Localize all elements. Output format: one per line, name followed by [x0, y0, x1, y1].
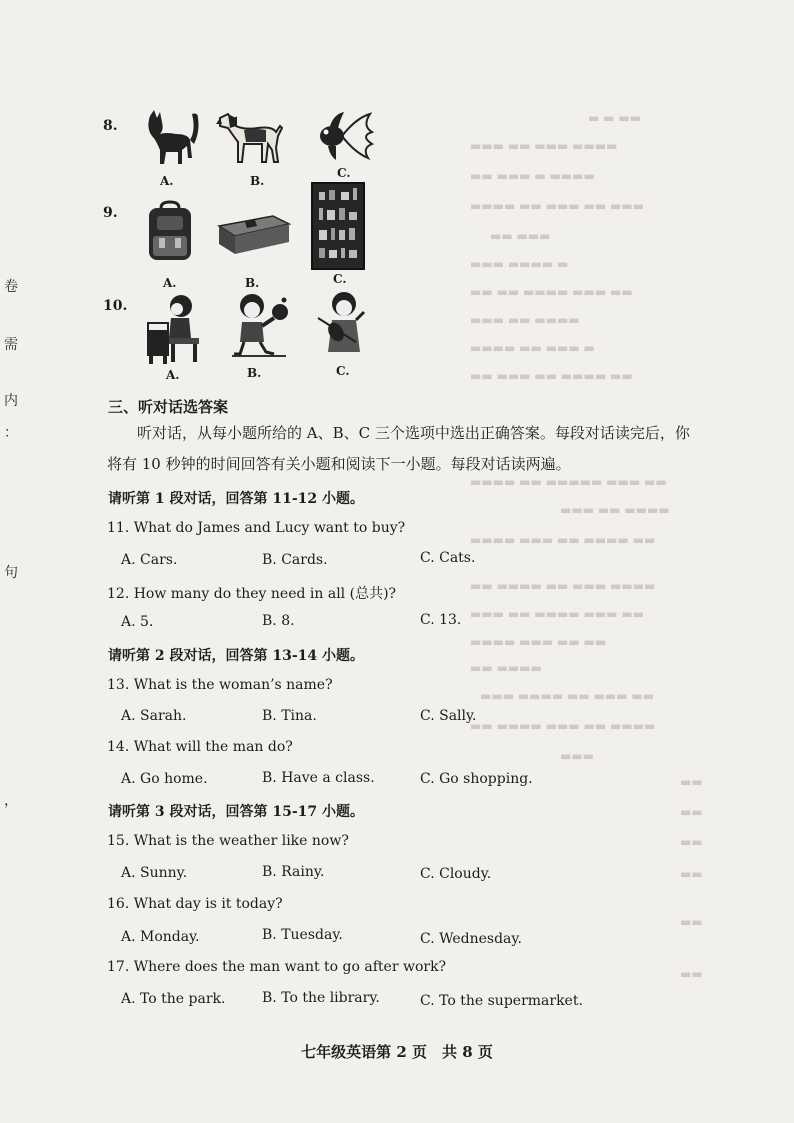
option-label: A.: [166, 368, 180, 382]
question-text: 17. Where does the man want to go after work?: [107, 959, 447, 975]
option-label: B.: [250, 174, 265, 188]
option-label: C.: [337, 166, 351, 180]
question-text: 13. What is the woman’s name?: [107, 677, 333, 693]
question-text: 11. What do James and Lucy want to buy?: [107, 520, 406, 536]
answer-option: A. Cars.: [121, 552, 178, 568]
answer-option: C. Go shopping.: [420, 771, 533, 787]
margin-char: 需: [4, 337, 18, 353]
margin-char: 卷: [4, 279, 18, 295]
question-number: 8.: [103, 118, 118, 134]
answer-option: B. Tina.: [262, 708, 317, 724]
dialogue-instruction: 请听第 3 段对话，回答第 15-17 小题。: [108, 804, 365, 820]
cat-icon: [142, 108, 202, 170]
backpack-icon: [145, 200, 195, 266]
answer-option: A. Sunny.: [121, 865, 188, 881]
question-number: 10.: [103, 298, 128, 314]
answer-option: C. Cats.: [420, 550, 476, 566]
question-text: 12. How many do they need in all (总共)?: [107, 586, 397, 602]
answer-option: A. 5.: [121, 614, 154, 630]
option-label: A.: [163, 276, 177, 290]
answer-option: C. Wednesday.: [420, 931, 522, 947]
option-label: A.: [160, 174, 174, 188]
answer-option: C. To the supermarket.: [420, 993, 583, 1009]
section-instruction: 听对话，从每小题所给的 A、B、C 三个选项中选出正确答案。每段对话读完后，你: [137, 424, 690, 442]
dialogue-instruction: 请听第 2 段对话，回答第 13-14 小题。: [108, 648, 365, 664]
boy-piano-icon: [145, 292, 203, 368]
option-label: B.: [245, 276, 260, 290]
answer-option: B. Cards.: [262, 552, 328, 568]
answer-option: A. To the park.: [121, 991, 226, 1007]
option-label: C.: [333, 272, 347, 286]
pencil-box-icon: [217, 208, 291, 260]
dog-icon: [214, 112, 284, 168]
option-label: B.: [247, 366, 262, 380]
answer-option: B. Have a class.: [262, 770, 375, 786]
goldfish-icon: [312, 110, 374, 166]
question-text: 16. What day is it today?: [107, 896, 283, 912]
answer-option: B. 8.: [262, 613, 295, 629]
answer-option: A. Go home.: [121, 771, 208, 787]
margin-char: ：: [4, 425, 18, 441]
question-number: 9.: [103, 205, 118, 221]
question-text: 14. What will the man do?: [107, 739, 293, 755]
dialogue-instruction: 请听第 1 段对话，回答第 11-12 小题。: [108, 491, 365, 507]
bookcase-icon: [311, 182, 365, 274]
margin-char: 句: [4, 565, 18, 581]
answer-option: C. Sally.: [420, 708, 477, 724]
margin-char: 内: [4, 393, 18, 409]
answer-option: A. Monday.: [121, 929, 200, 945]
option-label: C.: [336, 364, 350, 378]
boy-ping-pong-icon: [230, 292, 290, 362]
answer-option: C. Cloudy.: [420, 866, 492, 882]
boy-violin-icon: [316, 290, 370, 362]
question-text: 15. What is the weather like now?: [107, 833, 349, 849]
section-instruction: 将有 10 秒钟的时间回答有关小题和阅读下一小题。每段对话读两遍。: [107, 455, 571, 473]
page-footer: 七年级英语第 2 页 共 8 页: [301, 1043, 493, 1061]
answer-option: B. Rainy.: [262, 864, 325, 880]
answer-option: B. Tuesday.: [262, 927, 343, 943]
answer-option: A. Sarah.: [121, 708, 187, 724]
margin-char: ，: [4, 793, 18, 809]
answer-option: B. To the library.: [262, 990, 380, 1006]
exam-page: ▬ ▬ ▬▬ ▬▬▬ ▬▬ ▬▬▬ ▬▬▬▬ ▬▬ ▬▬▬ ▬ ▬▬▬▬ ▬▬▬▬ ▬▬ ▬▬▬ ▬▬ ▬▬▬ ▬▬ ▬▬▬ ▬▬▬ ▬▬▬▬ ▬ ▬▬ ▬▬ ▬▬▬▬ ▬▬▬ ▬▬ ▬▬▬ ▬▬ ▬▬▬▬ ▬▬▬▬ ▬▬ ▬▬▬ ▬ ▬▬ ▬▬▬ ▬▬ ▬▬▬▬ ▬▬ ▬▬▬▬ ▬▬ ▬▬▬▬▬ ▬▬▬ ▬▬ ▬▬▬ ▬▬ ▬▬▬▬ ▬▬▬▬ ▬▬▬ ▬▬ ▬▬▬▬ ▬▬ ▬▬ ▬▬▬▬ ▬▬ ▬▬▬ ▬▬▬▬ ▬▬▬ ▬▬ ▬▬▬▬ ▬▬▬ ▬▬ ▬▬▬▬ ▬▬▬ ▬▬ ▬▬ ▬▬ ▬▬▬▬ ▬▬▬ ▬▬▬▬ ▬▬ ▬▬▬ ▬▬ ▬▬ ▬▬▬▬ ▬▬▬ ▬▬ ▬▬▬▬ ▬▬▬ ▬▬ ▬▬ ▬▬ ▬▬ ▬▬ ▬▬ 卷 需 内 ： 句 ， 8. A. B. C. 9. A. B. C. 10. A. B. C. 三、听对话选答案 听对话，从每小题所给的 A、B、C 三个选项中选出正确答案。每段对话读完后，你 将有 10 秒钟的时间回答有关小题和阅读下一小题。每段对话读两遍。 请听第 1 段对话，回答第 11-12 小题。 11. What do James and Lucy want to buy? A. Cars. B. Cards. C. Cats. 12. How many do they need in all (总共)? A. 5. B. 8. C. 13. 请听第 2 段对话，回答第 13-14 小题。 13. What is the woman’s name? A. Sarah. B. Tina. C. Sally. 14. What will the man do? A. Go home. B. Have a class. C. Go shopping. 请听第 3 段对话，回答第 15-17 小题。 15. What is the weather like now? A. Sunny. B. Rainy. C. Cloudy. 16. What day is it today? A. Monday. B. Tuesday. C. Wednesday. 17. Where does the man want to go after work? A. To the park. B. To the library. C. To the supermarket. 七年级英语第 2 页 共 8 页: [0, 0, 794, 1123]
section-title: 三、听对话选答案: [108, 398, 229, 416]
answer-option: C. 13.: [420, 612, 462, 628]
